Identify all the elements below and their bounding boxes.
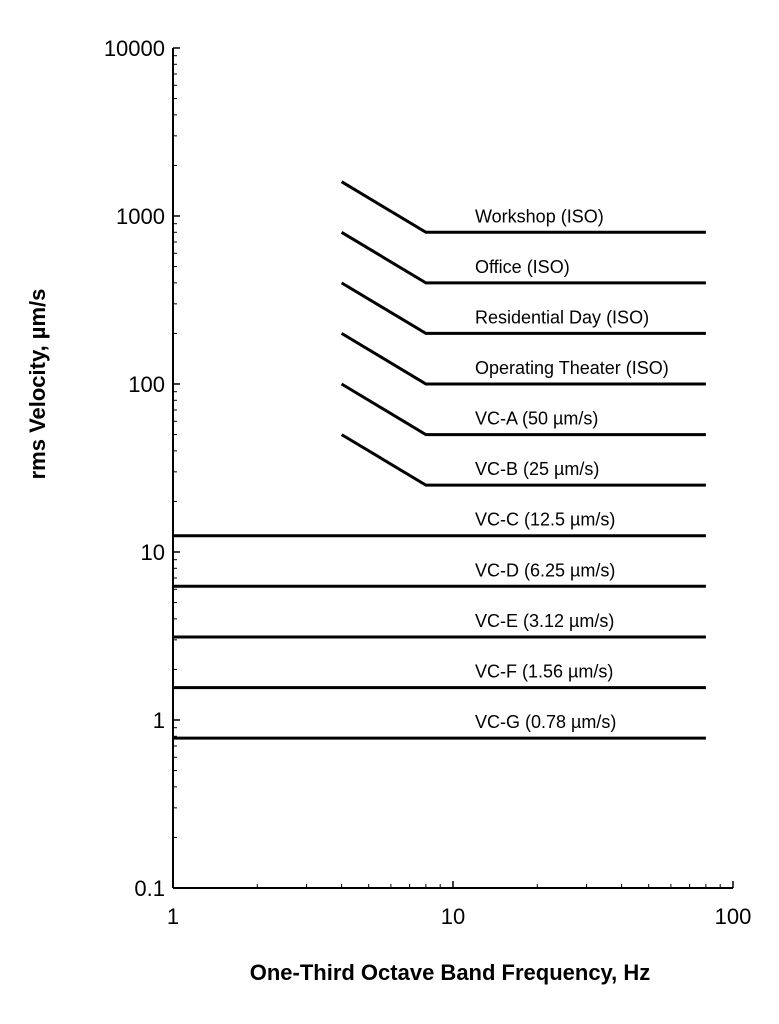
series-label-2: Office (ISO) <box>475 256 570 277</box>
series-lines <box>173 182 706 738</box>
series-label-5: VC-A (50 µm/s) <box>475 408 599 429</box>
x-axis-title: One-Third Octave Band Frequency, Hz <box>249 960 651 985</box>
y-tick-label: 1 <box>152 708 165 733</box>
series-label-9: VC-E (3.12 µm/s) <box>475 610 615 631</box>
y-tick-labels <box>104 36 165 901</box>
y-tick-label: 100 <box>128 372 165 397</box>
x-tick-label: 1 <box>166 904 180 929</box>
plot-area <box>173 48 733 888</box>
y-tick-label: 1000 <box>116 204 165 229</box>
y-axis-title: rms Velocity, µm/s <box>25 288 50 480</box>
y-tick-label: 0.1 <box>134 876 165 901</box>
series-label-11: VC-G (0.78 µm/s) <box>475 712 617 733</box>
series-label-6: VC-B (25 µm/s) <box>475 459 600 480</box>
major-ticks <box>173 48 733 888</box>
x-tick-label: 10 <box>440 904 466 929</box>
series-label-7: VC-C (12.5 µm/s) <box>475 509 616 530</box>
series-label-10: VC-F (1.56 µm/s) <box>475 661 614 682</box>
series-label-8: VC-D (6.25 µm/s) <box>475 560 616 581</box>
x-tick-labels <box>167 904 751 929</box>
minor-ticks <box>173 56 720 888</box>
x-tick-label: 100 <box>714 904 752 929</box>
series-label-3: Residential Day (ISO) <box>475 307 650 328</box>
series-label-1: Workshop (ISO) <box>475 206 604 227</box>
y-tick-label: 10000 <box>103 36 165 61</box>
y-tick-label: 10 <box>140 540 165 565</box>
series-label-4: Operating Theater (ISO) <box>475 358 669 378</box>
series-labels <box>475 206 669 732</box>
